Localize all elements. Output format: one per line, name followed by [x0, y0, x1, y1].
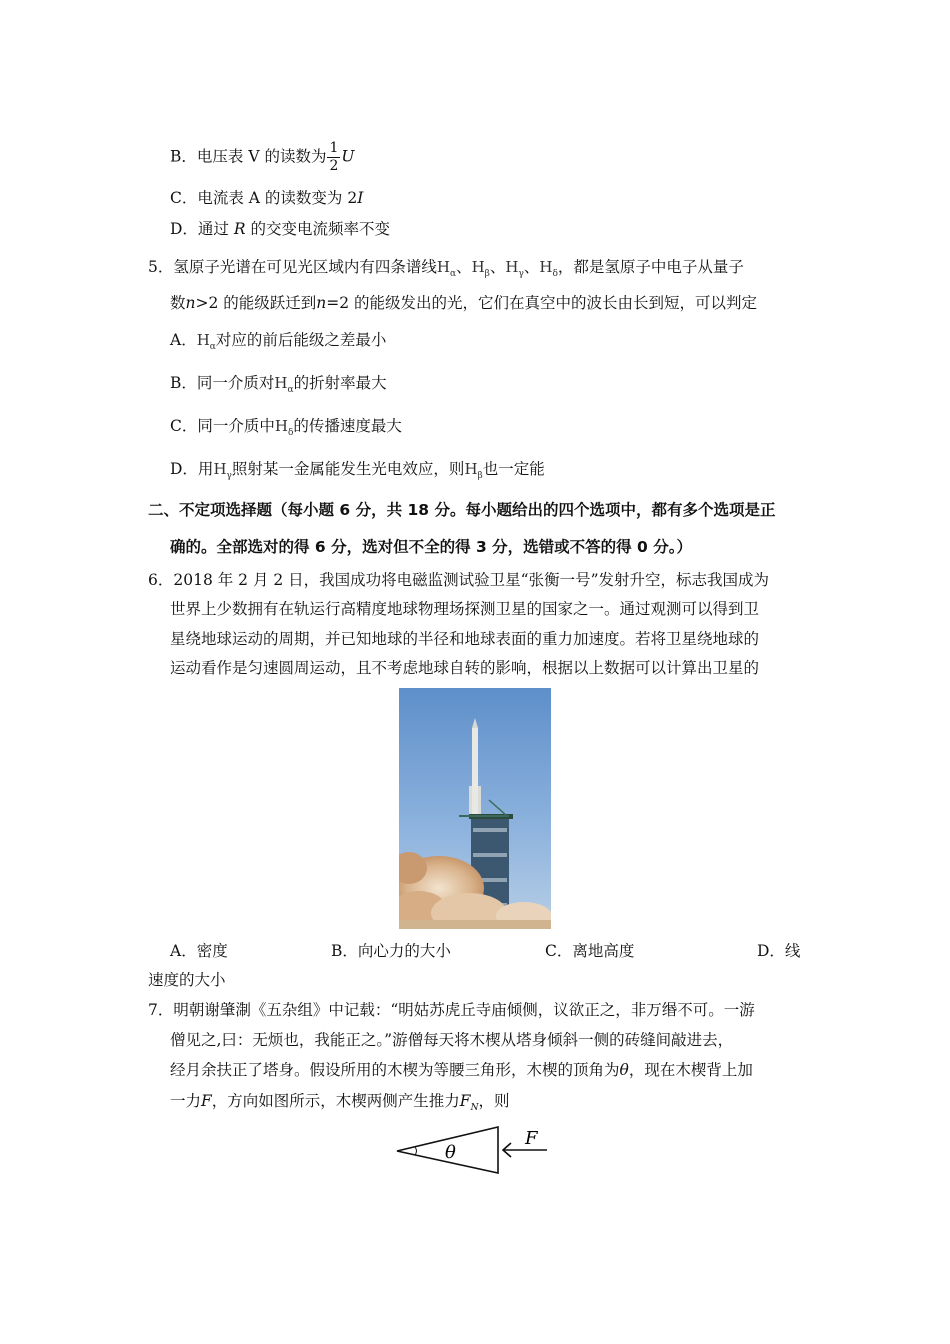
force-fn: $F_N$: [459, 1092, 479, 1114]
wedge-theta-label: θ: [445, 1142, 456, 1163]
h-beta: $H_\beta$: [464, 460, 483, 481]
q5-line1-end: ，都是氢原子中电子从量子: [557, 258, 744, 276]
variable-u: U: [341, 147, 355, 166]
wedge-diagram: [395, 1118, 555, 1178]
q6-line2: 世界上少数拥有在轨运行高精度地球物理场探测卫星的国家之一。通过观测可以得到卫: [170, 600, 760, 618]
h-beta: $H_\beta$: [471, 258, 490, 279]
section2-heading-cont: 确的。全部选对的得 6 分，选对但不全的得 3 分，选错或不答的得 0 分。）: [170, 538, 692, 556]
q6-line3: 星绕地球运动的周期，并已知地球的半径和地球表面的重力加速度。若将卫星绕地球的: [170, 630, 760, 648]
q7-line3: 经月余扶正了塔身。假设所用的木楔为等腰三角形，木楔的顶角为θ，现在木楔背上加: [170, 1061, 753, 1079]
fraction-denominator: 2: [329, 158, 339, 174]
q6-option-d: D．线: [757, 942, 801, 960]
fraction: [327, 140, 340, 175]
h-alpha: $H_\alpha$: [436, 258, 457, 279]
q5-option-c: C．同一介质中$H_\delta$的传播速度最大: [170, 417, 402, 438]
theta-symbol: θ: [619, 1061, 629, 1079]
q6-option-c: C．离地高度: [545, 942, 635, 960]
q5-option-d: D．用$H_\gamma$照射某一金属能发生光电效应，则$H_\beta$也一定能: [170, 460, 545, 481]
section2-heading: 二、不定项选择题（每小题 6 分，共 18 分。每小题给出的四个选项中，都有多个选项是正: [148, 501, 776, 519]
q5-line1: 5．氢原子光谱在可见光区域内有四条谱线$H_\alpha$、$H_\beta$、$H_\gamma$、$H_\delta$，都是氢原子中电子从量子: [148, 258, 744, 279]
q4-option-b-text: B．电压表 V 的读数为: [170, 147, 327, 166]
q5-option-a: A．$H_\alpha$对应的前后能级之差最小: [170, 331, 387, 352]
q4-option-d-suffix: 的交变电流频率不变: [250, 220, 390, 238]
rocket-launch-image: [399, 688, 551, 929]
q7-line2: 僧见之,曰：无烦也，我能正之。”游僧每天将木楔从塔身倾斜一侧的砖缝间敲进去，: [170, 1031, 734, 1049]
q5-line2: 数n>2 的能级跃迁到n=2 的能级发出的光，它们在真空中的波长由长到短，可以判定: [170, 294, 758, 312]
q4-option-c: [170, 187, 363, 209]
wedge-force-label: F: [525, 1128, 538, 1149]
q4-option-c-text: C．电流表 A 的读数变为 2: [170, 189, 358, 207]
q6-option-a: A．密度: [170, 942, 228, 960]
q6-line4: 运动看作是匀速圆周运动，且不考虑地球自转的影响，根据以上数据可以计算出卫星的: [170, 659, 760, 677]
q6-line1: 6．2018 年 2 月 2 日，我国成功将电磁监测试验卫星“张衡一号”发射升空，标志我国成为: [148, 571, 770, 589]
q6-option-d-cont: 速度的大小: [148, 971, 226, 989]
force-f: F: [201, 1092, 212, 1110]
q5-option-b: B．同一介质对$H_\alpha$的折射率最大: [170, 374, 387, 395]
q4-option-b: [170, 140, 354, 175]
h-alpha: $H_\alpha$: [196, 331, 216, 352]
fraction-numerator: 1: [329, 140, 339, 156]
q7-line4: 一力F，方向如图所示，木楔两侧产生推力$F_N$，则: [170, 1092, 510, 1114]
variable-r: R: [233, 220, 246, 238]
q6-option-b: B．向心力的大小: [331, 942, 451, 960]
q5-line1-text: 5．氢原子光谱在可见光区域内有四条谱线: [148, 258, 437, 276]
variable-i: I: [357, 189, 364, 207]
h-delta: $H_\delta$: [274, 417, 294, 438]
h-gamma: $H_\gamma$: [213, 460, 232, 481]
q7-line1: 7．明朝谢肇淛《五杂组》中记载：“明姑苏虎丘寺庙倾侧，议欲正之，非万缗不可。一游: [148, 1001, 755, 1019]
h-alpha: $H_\alpha$: [274, 374, 294, 395]
h-delta: $H_\delta$: [539, 258, 558, 279]
h-gamma: $H_\gamma$: [505, 258, 524, 279]
q4-option-d-prefix: D．通过: [170, 220, 229, 238]
q4-option-d: [170, 218, 390, 240]
